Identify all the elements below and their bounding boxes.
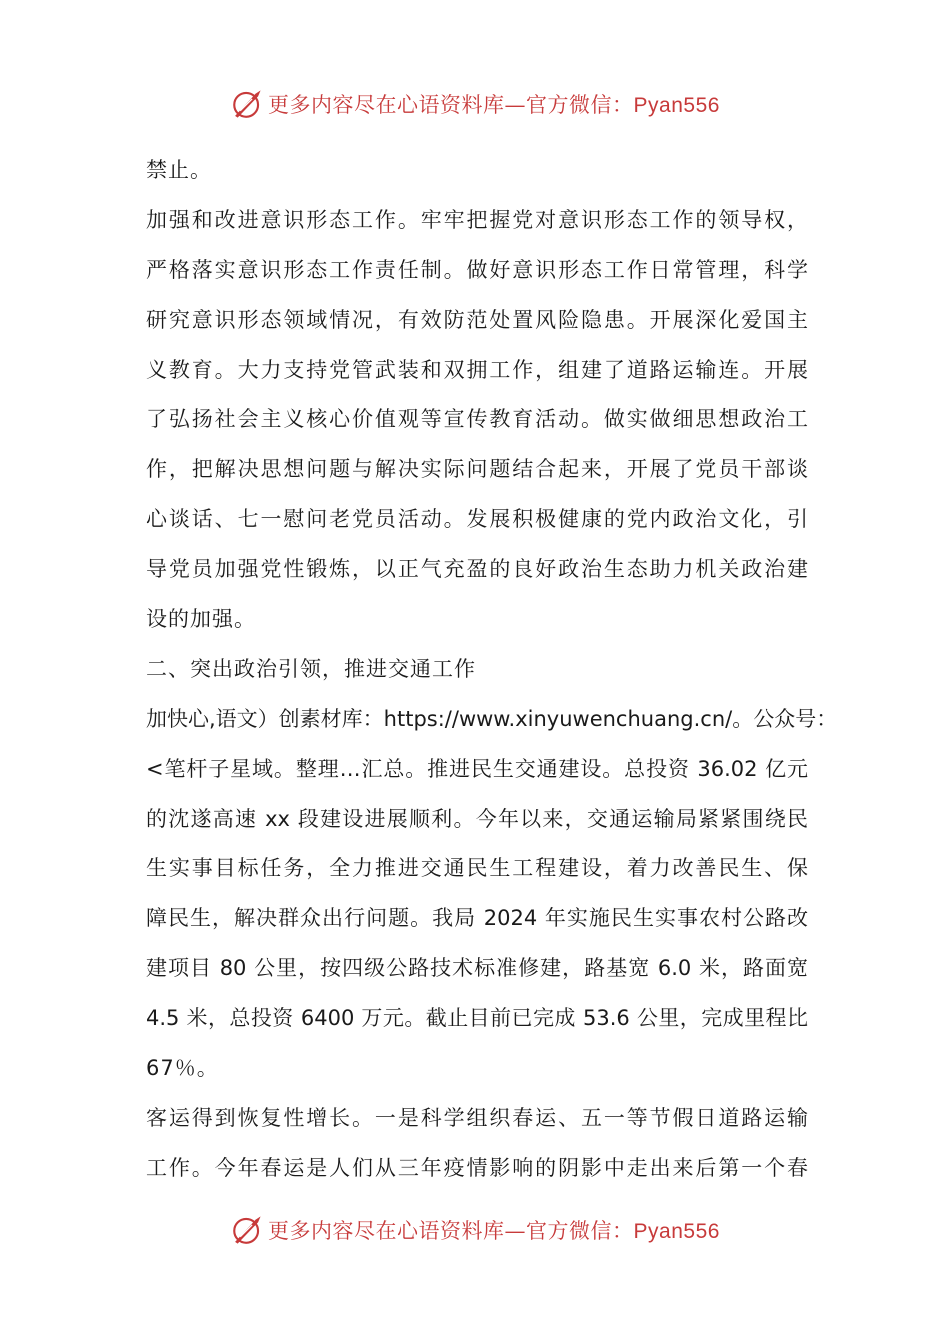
wechat-id: Pyan556 [633, 1220, 720, 1243]
banner-text: 更多内容尽在心语资料库—官方微信：Pyan556 [268, 1219, 720, 1243]
banner-text: 更多内容尽在心语资料库—官方微信：Pyan556 [268, 93, 720, 117]
text-line: 障民生，解决群众出行问题。我局 2024 年实施民生实事农村公路改 [146, 906, 808, 931]
text-line: <笔杆子星域。整理…汇总。推进民生交通建设。总投资 36.02 亿元 [146, 756, 808, 781]
text-line: 导党员加强党性锻炼，以正气充盈的良好政治生态助力机关政治建 [146, 557, 808, 582]
text-line: 严格落实意识形态工作责任制。做好意识形态工作日常管理，科学 [146, 257, 808, 282]
text-line: 作，把解决思想问题与解决实际问题结合起来，开展了党员干部谈 [146, 457, 808, 482]
pen-logo-icon [230, 1213, 264, 1247]
text-line: 生实事目标任务，全力推进交通民生工程建设，着力改善民生、保 [146, 856, 808, 881]
text-line: 设的加强。 [146, 607, 256, 632]
header-banner [0, 84, 950, 124]
text-line: 4.5 米，总投资 6400 万元。截止目前已完成 53.6 公里，完成里程比 [146, 1006, 808, 1031]
wechat-id: Pyan556 [633, 94, 720, 117]
text-line: 客运得到恢复性增长。一是科学组织春运、五一等节假日道路运输 [146, 1105, 808, 1130]
document-body [146, 146, 838, 1194]
text-line: 禁止。 [146, 158, 212, 182]
text-line: 加强和改进意识形态工作。牢牢把握党对意识形态工作的领导权， [146, 207, 808, 232]
text-line: 义教育。大力支持党管武装和双拥工作，组建了道路运输连。开展 [146, 357, 808, 382]
section-heading: 二、突出政治引领，推进交通工作 [146, 656, 476, 681]
text-line: 研究意识形态领域情况，有效防范处置风险隐患。开展深化爱国主 [146, 307, 808, 332]
text-line: 了弘扬社会主义核心价值观等宣传教育活动。做实做细思想政治工 [146, 407, 808, 432]
text-line: 建项目 80 公里，按四级公路技术标准修建，路基宽 6.0 米，路面宽 [146, 956, 808, 981]
pen-logo-icon [230, 87, 264, 121]
text-line: 心谈话、七一慰问老党员活动。发展积极健康的党内政治文化，引 [146, 507, 808, 532]
text-line: 的沈遂高速 xx 段建设进展顺利。今年以来，交通运输局紧紧围绕民 [146, 806, 808, 831]
text-line: 工作。今年春运是人们从三年疫情影响的阴影中走出来后第一个春 [146, 1155, 808, 1180]
text-line: 67％。 [146, 1056, 219, 1081]
footer-banner [0, 1210, 950, 1250]
text-line: 加快心,语文）创素材库：https://www.xinyuwenchuang.cn/。公众号： [146, 706, 838, 731]
